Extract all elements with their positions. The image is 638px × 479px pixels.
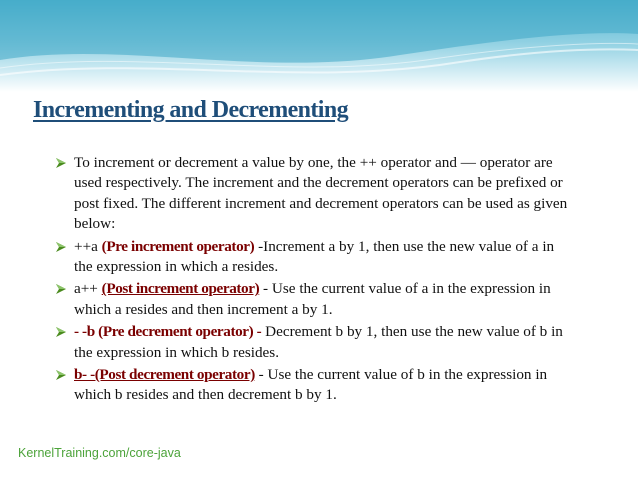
header-wave-decoration bbox=[0, 0, 638, 92]
bullet-text: Decrement b by 1, then use the new value of b in the expression in which b resides. bbox=[74, 323, 563, 361]
bullet-text: - Use the current value of b in the expression in which b resides and then decrement b by 1. bbox=[74, 366, 548, 404]
arrow-bullet-icon bbox=[55, 157, 67, 169]
operator-term: - -b (Pre decrement operator) - bbox=[74, 323, 262, 341]
bullet-item-intro bbox=[55, 153, 575, 235]
bullet-item-post-increment bbox=[55, 279, 575, 320]
bullet-item-pre-increment bbox=[55, 237, 575, 278]
bullet-item-pre-decrement bbox=[55, 322, 575, 363]
arrow-bullet-icon bbox=[55, 241, 67, 253]
bullet-item-post-decrement bbox=[55, 365, 575, 406]
operator-term: (Post increment operator) bbox=[101, 280, 260, 298]
bullet-text: - Use the current value of a in the expression in which a resides and then increment a by 1. bbox=[74, 280, 551, 318]
operator-term: (Pre increment operator) bbox=[101, 237, 255, 255]
arrow-bullet-icon bbox=[55, 369, 67, 381]
slide-title: Incrementing and Decrementing bbox=[33, 97, 349, 123]
bullet-prefix: ++a bbox=[74, 237, 102, 255]
bullet-list bbox=[55, 153, 575, 408]
arrow-bullet-icon bbox=[55, 326, 67, 338]
header-band bbox=[0, 0, 638, 92]
arrow-bullet-icon bbox=[55, 283, 67, 295]
bullet-text: -Increment a by 1, then use the new value of a in the expression in which a resides. bbox=[74, 237, 555, 276]
operator-term: b- -(Post decrement operator) bbox=[74, 366, 255, 384]
bullet-text: To increment or decrement a value by one, the ++ operator and — operator are used respectively. The increment and the decrement operators can be prefixed or post fixed. The different increment and decrement operators can be used as given below: bbox=[74, 154, 568, 233]
bullet-prefix: a++ bbox=[74, 280, 102, 298]
footer-link[interactable]: KernelTraining.com/core-java bbox=[18, 446, 181, 460]
